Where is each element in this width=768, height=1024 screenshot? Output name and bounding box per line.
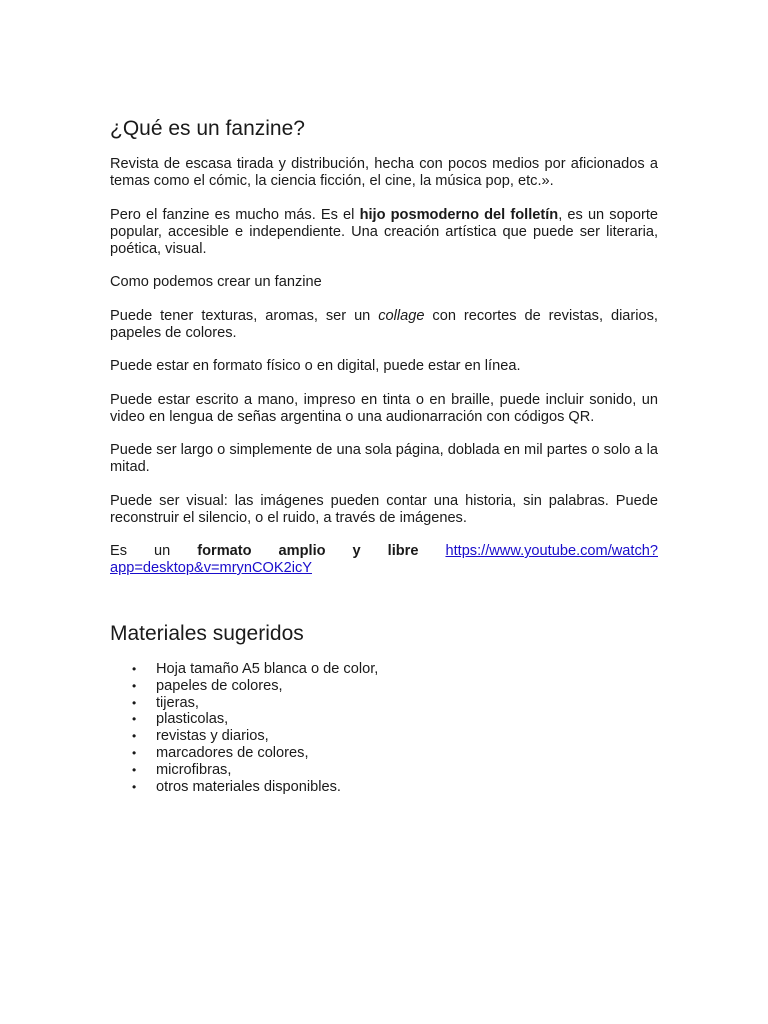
list-item-text: tijeras, [156,694,199,711]
materials-list [110,661,658,795]
paragraph-textures-italic: collage [378,307,425,324]
bullet-icon: • [132,695,137,710]
paragraph-textures-text-1: Puede tener texturas, aromas, ser un [110,307,379,324]
list-item-text: otros materiales disponibles. [156,778,341,795]
list-item [132,677,658,695]
bullet-icon: • [132,762,137,777]
list-item-text: Hoja tamaño A5 blanca o de color, [156,661,379,677]
list-item-text: microfibras, [156,761,232,778]
paragraph-more-than-text-2: , es un soporte popular, accesible e independiente. Una creación artística que puede ser literaria, poética, visual. [110,206,658,257]
list-item [132,728,658,745]
list-item [132,744,658,762]
bullet-icon: • [132,712,137,727]
bullet-icon: • [132,745,137,760]
paragraph-how-to-create: Como podemos crear un fanzine [110,274,322,290]
paragraph-textures-text-2: con recortes de revistas, diarios, papeles de colores. [110,307,658,341]
list-item-text: revistas y diarios, [156,728,269,745]
list-item [132,761,658,779]
paragraph-written: Puede estar escrito a mano, impreso en tinta o en braille, puede incluir sonido, un video en lengua de señas argentina o una audionarración con códigos QR. [110,391,658,425]
bullet-icon: • [132,662,137,676]
list-item-text: marcadores de colores, [156,744,309,761]
list-item-text: papeles de colores, [156,677,283,694]
list-item [132,694,658,712]
paragraph-length: Puede ser largo o simplemente de una sola página, doblada en mil partes o solo a la mitad. [110,442,658,475]
paragraph-free-format-bold: formato amplio y libre [197,543,419,559]
paragraph-more-than-bold: hijo posmoderno del folletín [359,206,559,223]
document-page [110,116,658,795]
paragraph-free-format [110,543,658,577]
list-item [132,778,658,796]
paragraph-more-than [110,207,658,258]
youtube-link[interactable]: https://www.youtube.com/watch?app=desktop&v=mrynCOK2icY [110,543,658,576]
list-item [132,661,658,678]
paragraph-definition: Revista de escasa tirada y distribución, hecha con pocos medios por aficionados a temas como el cómic, la ciencia ficción, el cine, la música pop, etc.». [110,156,658,189]
paragraph-more-than-text-1: Pero el fanzine es mucho más. Es el [110,206,360,223]
bullet-icon: • [132,729,137,744]
list-item-text: plasticolas, [156,711,229,728]
section-title-what-is-fanzine: ¿Qué es un fanzine? [110,117,305,140]
paragraph-format: Puede estar en formato físico o en digital, puede estar en línea. [110,358,521,374]
section-title-materials: Materiales sugeridos [110,622,304,645]
paragraph-free-format-text: Es un [110,543,198,559]
paragraph-textures [110,308,658,342]
bullet-icon: • [132,779,137,794]
list-item [132,711,658,728]
paragraph-visual: Puede ser visual: las imágenes pueden contar una historia, sin palabras. Puede reconstruir el silencio, o el ruido, a través de imágenes. [110,492,658,526]
bullet-icon: • [132,678,137,693]
